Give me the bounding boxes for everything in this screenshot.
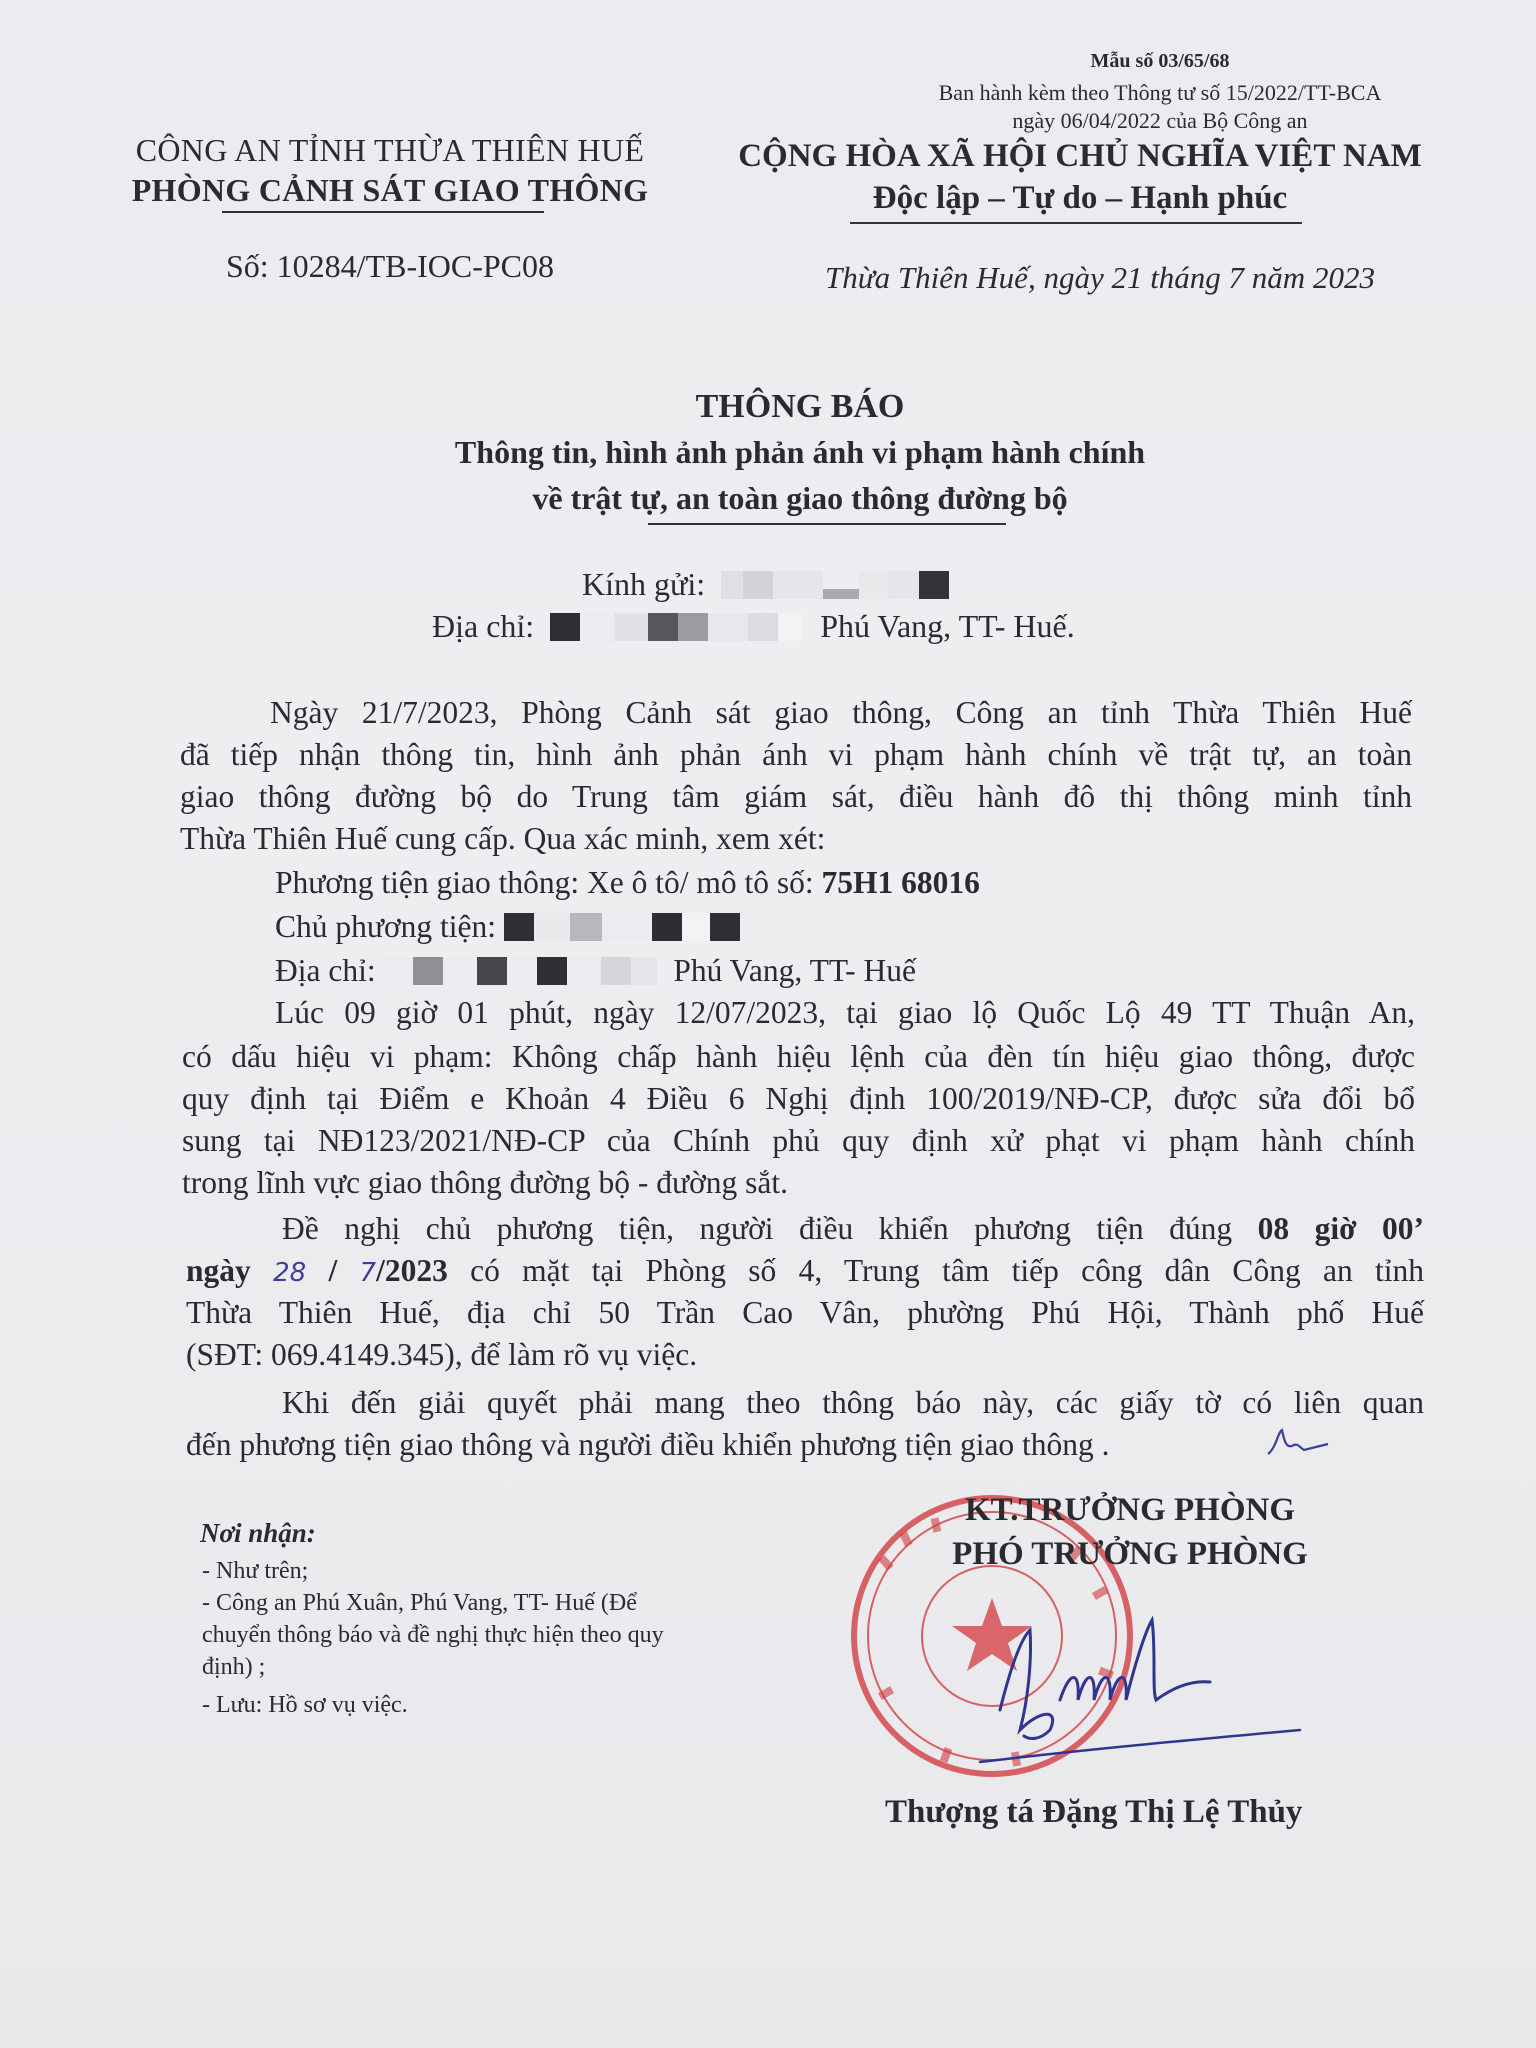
vehicle-label: Phương tiện giao thông: Xe ô tô/ mô tô số: <box>275 865 822 900</box>
redacted-name <box>713 566 949 602</box>
org-line1: CÔNG AN TỈNH THỪA THIÊN HUẾ <box>135 132 645 168</box>
recipient-item: - Như trên; <box>202 1558 309 1584</box>
document-number: Số: 10284/TB-IOC-PC08 <box>225 248 555 284</box>
paragraph1-line4: Thừa Thiên Huế cung cấp. Qua xác minh, xem xét: <box>180 821 826 856</box>
document-title: THÔNG BÁO <box>695 388 905 425</box>
redacted-address <box>542 608 820 644</box>
recipient-line <box>582 566 949 603</box>
paragraph2-line3: quy định tại Điểm e Khoản 4 Điều 6 Nghị định 100/2019/NĐ-CP, được sửa đổi bổ <box>182 1081 1415 1116</box>
nation-motto: Độc lập – Tự do – Hạnh phúc <box>872 180 1288 216</box>
org-line2: PHÒNG CẢNH SÁT GIAO THÔNG <box>131 172 649 208</box>
org-underline <box>222 211 544 213</box>
paragraph2-line5: trong lĩnh vực giao thông đường bộ - đường sắt. <box>182 1165 788 1200</box>
paragraph2-line1: Lúc 09 giờ 01 phút, ngày 12/07/2023, tại giao lộ Quốc Lộ 49 TT Thuận An, <box>275 995 1415 1030</box>
owner-address-tail: Phú Vang, TT- Huế <box>673 953 917 988</box>
paragraph3-line4: (SĐT: 069.4149.345), để làm rõ vụ việc. <box>186 1337 698 1372</box>
p3-line1-text: Đề nghị chủ phương tiện, người điều khiển phương tiện đúng <box>282 1211 1258 1246</box>
title-underline <box>648 523 1006 525</box>
vehicle-plate: 75H1 68016 <box>821 865 980 900</box>
paragraph4-line2: đến phương tiện giao thông và người điều khiển phương tiện giao thông . <box>186 1427 1110 1462</box>
p3-line2-rest: có mặt tại Phòng số 4, Trung tâm tiếp công dân Công an tỉnh <box>447 1253 1425 1288</box>
date-label: ngày <box>186 1253 251 1288</box>
paragraph4-line1: Khi đến giải quyết phải mang theo thông báo này, các giấy tờ có liên quan <box>282 1385 1424 1420</box>
appointment-year: /2023 <box>376 1253 448 1288</box>
address-label: Địa chỉ: <box>432 608 535 644</box>
issued-with-line2: ngày 06/04/2022 của Bộ Công an <box>1012 108 1308 133</box>
motto-underline <box>850 222 1302 224</box>
signature-title-line2: PHÓ TRƯỞNG PHÒNG <box>952 1536 1308 1572</box>
recipient-item: - Lưu: Hồ sơ vụ việc. <box>202 1692 408 1718</box>
place-date: Thừa Thiên Huế, ngày 21 tháng 7 năm 2023 <box>825 260 1375 295</box>
paragraph1-line3: giao thông đường bộ do Trung tâm giám sát, điều hành đô thị thông minh tỉnh <box>180 779 1412 814</box>
paragraph2-line2: có dấu hiệu vi phạm: Không chấp hành hiệu lệnh của đèn tín hiệu giao thông, được <box>182 1039 1415 1074</box>
recipient-label: Kính gửi: <box>582 566 706 602</box>
signer-name: Thượng tá Đặng Thị Lệ Thủy <box>885 1794 1303 1830</box>
paragraph3-line2 <box>186 1250 1424 1294</box>
signature-title-line1: KT.TRƯỞNG PHÒNG <box>965 1492 1295 1528</box>
recipients-title: Nơi nhận: <box>200 1518 316 1548</box>
address-tail: Phú Vang, TT- Huế. <box>820 608 1075 644</box>
initials-mark <box>1262 1418 1332 1468</box>
date-separator: / <box>328 1253 338 1288</box>
owner-line <box>275 906 740 948</box>
owner-label: Chủ phương tiện: <box>275 909 496 944</box>
handwritten-day: 28 <box>273 1258 307 1288</box>
form-number: Mẫu số 03/65/68 <box>1090 50 1230 72</box>
paragraph3-line1 <box>282 1208 1424 1250</box>
paragraph3-line3: Thừa Thiên Huế, địa chỉ 50 Trần Cao Vân, phường Phú Hội, Thành phố Huế <box>186 1295 1424 1330</box>
appointment-time: 08 giờ 00’ <box>1257 1211 1425 1246</box>
recipient-item-cont: định) ; <box>202 1654 266 1680</box>
recipient-address-line <box>432 608 1075 645</box>
nation-line1: CỘNG HÒA XÃ HỘI CHỦ NGHĨA VIỆT NAM <box>738 138 1422 174</box>
owner-address-label: Địa chỉ: <box>275 953 376 988</box>
redacted-owner-address <box>383 953 673 988</box>
handwritten-month: 7 <box>359 1258 377 1288</box>
recipient-item-cont: chuyển thông báo và đề nghị thực hiện theo quy <box>202 1622 664 1648</box>
paragraph1-line2: đã tiếp nhận thông tin, hình ảnh phản ánh vi phạm hành chính về trật tự, an toàn <box>180 737 1412 772</box>
issued-with-line1: Ban hành kèm theo Thông tư số 15/2022/TT-BCA <box>938 80 1382 105</box>
document-subtitle-line2: về trật tự, an toàn giao thông đường bộ <box>532 480 1068 516</box>
paragraph1-line1: Ngày 21/7/2023, Phòng Cảnh sát giao thông, Công an tỉnh Thừa Thiên Huế <box>270 695 1412 730</box>
recipient-item: - Công an Phú Xuân, Phú Vang, TT- Huế (Để <box>202 1590 637 1616</box>
vehicle-line <box>275 862 980 904</box>
paragraph2-line4: sung tại NĐ123/2021/NĐ-CP của Chính phủ quy định xử phạt vi phạm hành chính <box>182 1123 1415 1158</box>
handwritten-signature <box>960 1590 1320 1770</box>
document-subtitle-line1: Thông tin, hình ảnh phản ánh vi phạm hành chính <box>454 434 1146 470</box>
owner-address-line <box>275 950 916 992</box>
redacted-owner <box>504 909 740 944</box>
